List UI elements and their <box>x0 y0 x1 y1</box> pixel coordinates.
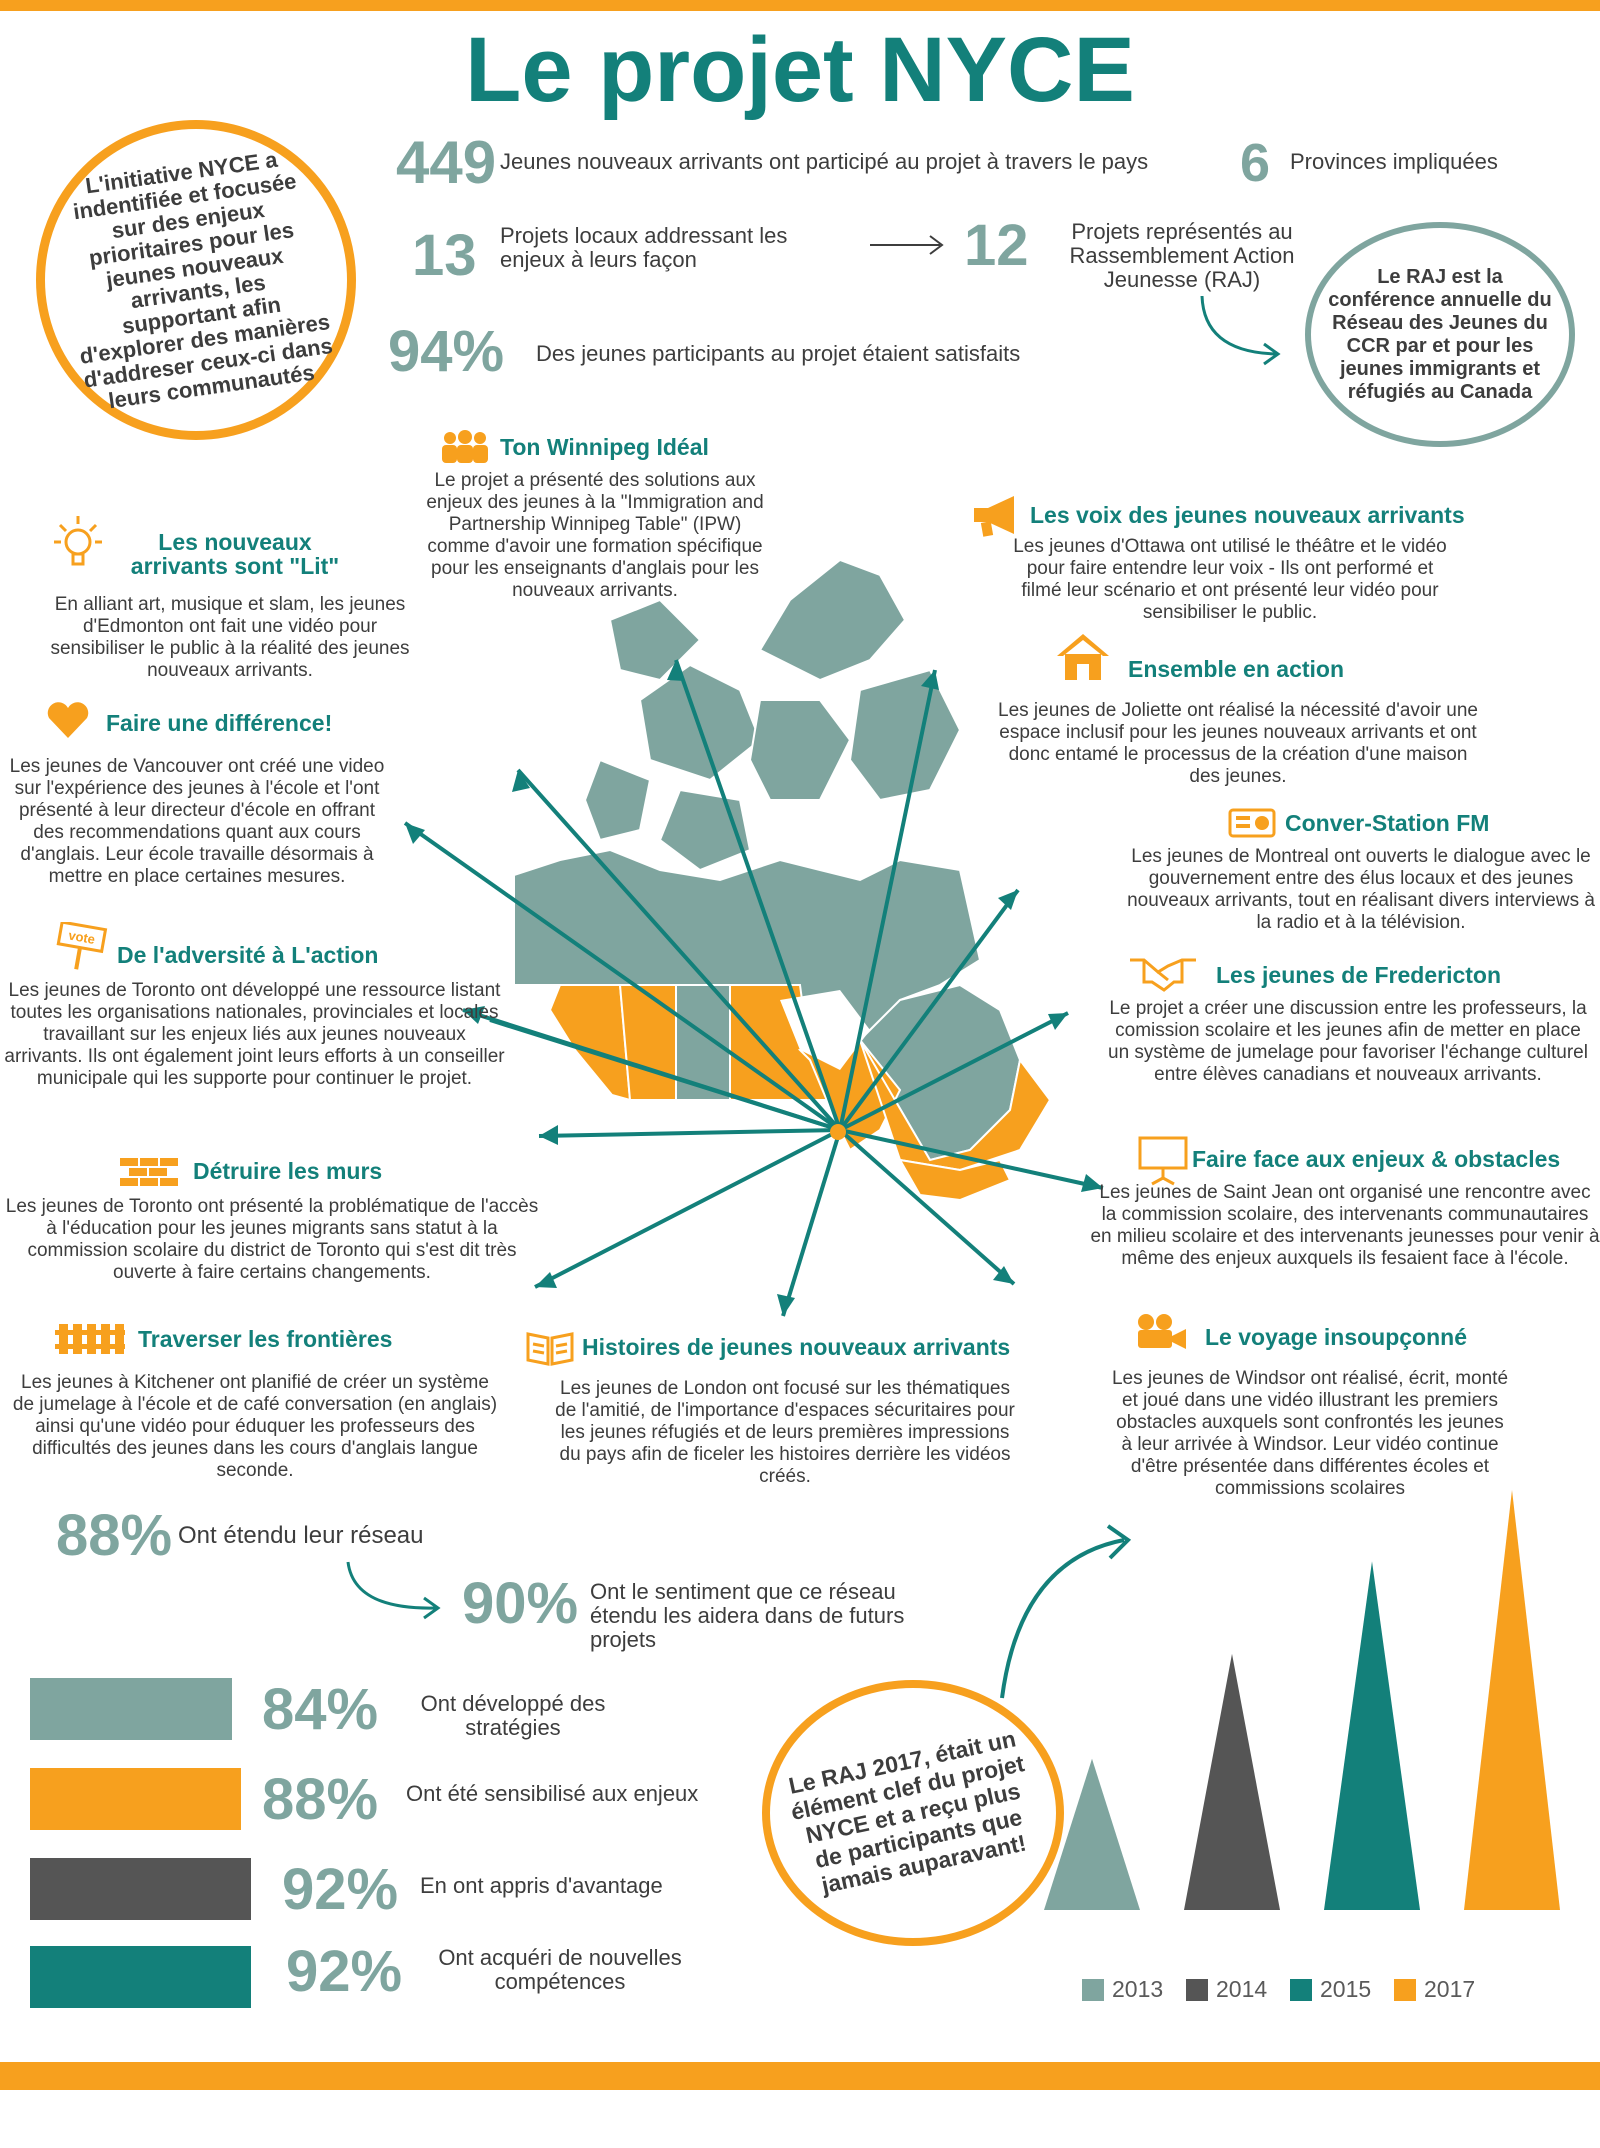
legend-label-2014: 2014 <box>1216 1976 1268 2002</box>
winnipeg-body: Le projet a présenté des solutions aux enjeux des jeunes à la "Immigration and Partnership Winnipeg Table" (IPW) comme d'avoir une formation spécifique pour les enseignants d'anglais pour les nouveaux arrivants. <box>426 470 764 601</box>
network-expanded-text: Ont étendu leur réseau <box>178 1522 424 1549</box>
vote-sign-icon <box>55 922 111 972</box>
raj2017-note: Le RAJ 2017, était un élément clef du projet NYCE et a reçu plus de participants que jamais auparavant! <box>786 1725 1029 1899</box>
intro-text: L'initiative NYCE a indentifiée et focusée sur des enjeux prioritaires pour les jeunes nouveaux arrivants, les supportant afin d'explorer des manières d'addreser ceux-ci dans leurs communautés <box>71 146 334 414</box>
kitchener-title: Traverser les frontières <box>138 1326 393 1352</box>
winnipeg-title: Ton Winnipeg Idéal <box>500 434 709 460</box>
fredericton-title: Les jeunes de Fredericton <box>1216 962 1502 988</box>
windsor-title: Le voyage insoupçonné <box>1205 1324 1467 1350</box>
brick-wall-icon <box>120 1158 180 1188</box>
radio-icon <box>1228 804 1276 838</box>
triangle-2014 <box>1184 1654 1280 1910</box>
vancouver-title: Faire une différence! <box>106 710 333 736</box>
london-title: Histoires de jeunes nouveaux arrivants <box>582 1334 1011 1360</box>
stat-raj-projects-value: 12 <box>964 213 1029 278</box>
bar-awareness <box>30 1768 241 1830</box>
stat-projects-text: Projets locaux addressant les enjeux à leurs façon <box>500 223 788 272</box>
joliette-title: Ensemble en action <box>1128 656 1345 682</box>
map-center-dot <box>830 1124 846 1140</box>
bar-strategies-value: 84% <box>262 1677 379 1742</box>
toronto1-title: De l'adversité à L'action <box>117 942 379 968</box>
bottom-accent-bar <box>0 2062 1600 2090</box>
london-body: Les jeunes de London ont focusé sur les thématiques de l'amitié, de l'importance d'espaces sécuritaires pour les jeunes réfugiés et de leurs premières impressions du pays afin de ficeler les histoires derrière les vidéos créés. <box>555 1378 1015 1487</box>
video-camera-icon <box>1134 1312 1188 1352</box>
bar-learning <box>30 1858 251 1920</box>
stat-satisfied-text: Des jeunes participants au projet étaient satisfaits <box>536 341 1021 366</box>
legend-swatch-2014 <box>1186 1979 1208 2001</box>
heart-icon <box>45 700 91 740</box>
ottawa-title: Les voix des jeunes nouveaux arrivants <box>1030 502 1465 528</box>
participation-chart <box>1030 1480 1600 2010</box>
stat-provinces-text: Provinces impliquées <box>1290 149 1498 174</box>
edmonton-body: En alliant art, musique et slam, les jeunes d'Edmonton ont fait une vidéo pour sensibiliser le public à la réalité des jeunes nouveaux arrivants. <box>50 594 410 681</box>
megaphone-icon <box>968 494 1022 538</box>
book-icon <box>524 1328 576 1368</box>
stat-youth-value: 449 <box>396 129 497 196</box>
legend-label-2015: 2015 <box>1320 1976 1372 2002</box>
montreal-body: Les jeunes de Montreal ont ouverts le dialogue avec le gouvernement entre des élus locaux et des jeunes nouveaux arrivants, tout en réalisant divers interviews à la radio et à la télévision. <box>1127 846 1595 933</box>
legend-swatch-2017 <box>1394 1979 1416 2001</box>
legend-swatch-2015 <box>1290 1979 1312 2001</box>
network-future-value: 90% <box>462 1571 579 1636</box>
bar-strategies <box>30 1678 232 1740</box>
vancouver-body: Les jeunes de Vancouver ont créé une video sur l'expérience des jeunes à l'école et l'ont présenté à leur directeur d'école en offrant des recommendations quant aux cours d'anglais. Leur école travaille désormais à mettre en place certaines mesures. <box>9 756 385 887</box>
stat-projects-value: 13 <box>412 223 477 288</box>
legend-swatch-2013 <box>1082 1979 1104 2001</box>
stat-youth-text: Jeunes nouveaux arrivants ont participé au projet à travers le pays <box>500 149 1149 174</box>
network-expanded-value: 88% <box>56 1503 173 1568</box>
montreal-title: Conver-Station FM <box>1285 810 1490 836</box>
triangle-2015 <box>1324 1561 1420 1910</box>
saintjean-title: Faire face aux enjeux & obstacles <box>1192 1146 1561 1172</box>
lightbulb-icon <box>48 514 108 570</box>
legend-label-2013: 2013 <box>1112 1976 1164 2002</box>
bar-skills-value: 92% <box>286 1939 403 2004</box>
bar-strategies-label: Ont développé des stratégies <box>420 1691 606 1740</box>
fredericton-body: Le projet a créer une discussion entre les professeurs, la comission scolaire et les jeunes afin de metter en place un système de jumelage pour favoriser l'échange culturel entre élèves canadians et nouveaux arrivants. <box>1108 998 1588 1085</box>
fence-icon <box>55 1318 125 1356</box>
windsor-body: Les jeunes de Windsor ont réalisé, écrit, monté et joué dans une vidéo illustrant les premiers obstacles auxquels sont confrontés les jeunes à leur arrivée à Windsor. Leur vidéo continue d'être présentée dans différentes écoles et commissions scolaires <box>1111 1368 1509 1499</box>
bar-awareness-value: 88% <box>262 1767 379 1832</box>
bar-skills-label: Ont acquéri de nouvelles compétences <box>438 1945 682 1994</box>
stat-provinces-value: 6 <box>1240 133 1271 193</box>
bar-awareness-label: Ont été sensibilisé aux enjeux <box>406 1781 699 1806</box>
house-icon <box>1055 632 1111 682</box>
group-icon <box>440 430 490 464</box>
toronto2-title: Détruire les murs <box>193 1158 383 1184</box>
raj-note: Le RAJ est la conférence annuelle du Réseau des Jeunes du CCR par et pour les jeunes immigrants et réfugiés au Canada <box>1328 265 1552 403</box>
bar-learning-value: 92% <box>282 1857 399 1922</box>
page-title: Le projet NYCE <box>465 19 1135 121</box>
legend-label-2017: 2017 <box>1424 1976 1476 2002</box>
joliette-body: Les jeunes de Joliette ont réalisé la nécessité d'avoir une espace inclusif pour les jeunes nouveaux arrivants et ont donc entamé le processus de la création d'une maison des jeunes. <box>998 700 1478 787</box>
kitchener-body: Les jeunes à Kitchener ont planifié de créer un système de jumelage à l'école et de café conversation (en anglais) ainsi qu'une vidéo pour éduquer les professeurs des difficultés des jeunes dans les cours d'anglais langue seconde. <box>12 1372 498 1481</box>
toronto1-body: Les jeunes de Toronto ont développé une ressource listant toutes les organisations nationales, provinciales et locales travaillant sur les enjeux liés aux jeunes nouveaux arrivants. Ils ont également joint leurs efforts à un conseiller municipale qui les supporte pour continuer le projet. <box>4 980 505 1089</box>
stat-raj-projects-text: Projets représentés au Rassemblement Action Jeunesse (RAJ) <box>1069 219 1295 292</box>
edmonton-title: Les nouveaux arrivants sont "Lit" <box>130 529 340 579</box>
handshake-icon <box>1128 952 1198 992</box>
toronto2-body: Les jeunes de Toronto ont présenté la problématique de l'accès à l'éducation pour les jeunes migrants sans statut à la commission scolaire du district de Toronto qui s'est dit très ouverte à faire certains changements. <box>5 1196 539 1283</box>
raj2017-circle <box>762 1680 1064 1946</box>
triangle-2013 <box>1044 1759 1140 1910</box>
network-future-text: Ont le sentiment que ce réseau étendu les aidera dans de futurs projets <box>590 1579 905 1652</box>
ottawa-body: Les jeunes d'Ottawa ont utilisé le théâtre et le vidéo pour faire entendre leur voix - Ils ont performé et filmé leur scénario et ont présenté leur vidéo pour sensibiliser le public. <box>1013 536 1447 623</box>
triangle-2017 <box>1464 1490 1560 1910</box>
presentation-board-icon <box>1136 1134 1190 1186</box>
bar-skills <box>30 1946 251 2008</box>
curved-arrow-icon <box>340 1556 450 1626</box>
bar-learning-label: En ont appris d'avantage <box>420 1873 663 1898</box>
vote-sign-text: vote <box>67 927 97 947</box>
stat-satisfied-value: 94% <box>388 319 505 384</box>
saintjean-body: Les jeunes de Saint Jean ont organisé une rencontre avec la commission scolaire, des intervenants communautaires en milieu scolaire et des intervenants jeunesses pour venir à même des enjeux auxquels ils fesaient face à l'école. <box>1090 1182 1600 1269</box>
